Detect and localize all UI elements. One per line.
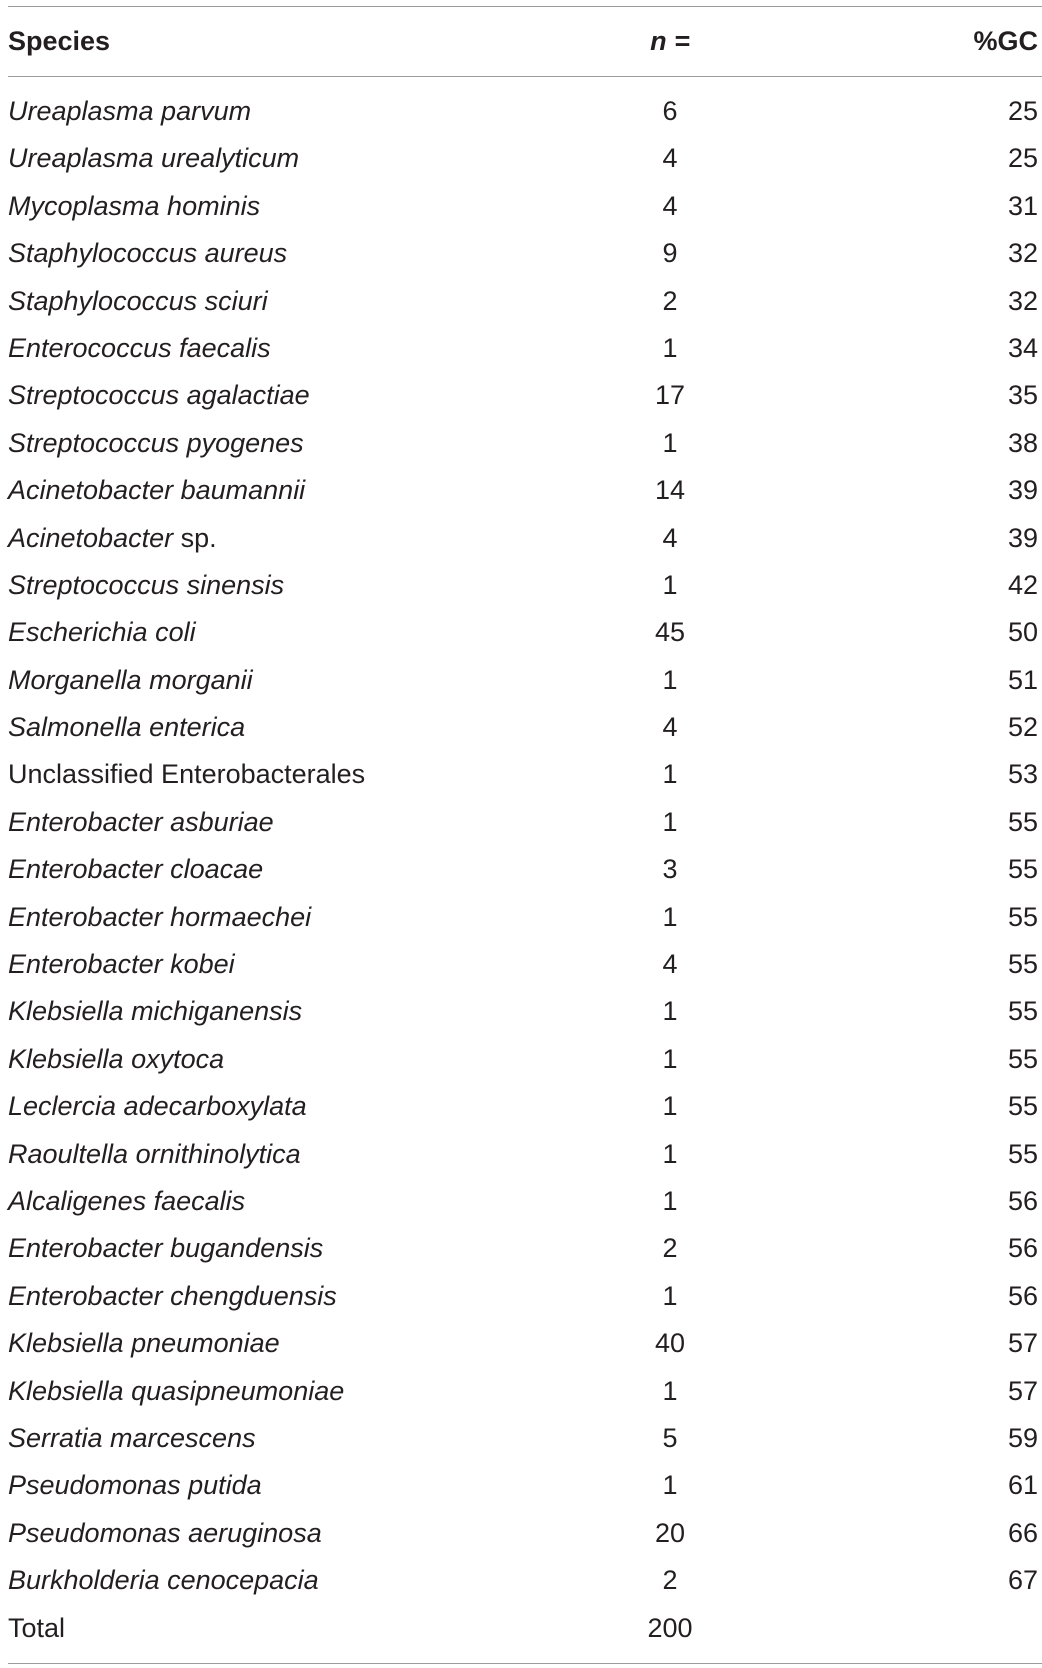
species-name: Enterobacter chengduensis [8, 1280, 337, 1311]
species-cell [8, 1225, 323, 1272]
species-name: Burkholderia cenocepacia [8, 1565, 319, 1596]
table-row [0, 609, 1042, 656]
species-name: Alcaligenes faecalis [8, 1185, 246, 1216]
gc-cell: 56 [1007, 1233, 1038, 1264]
species-cell [8, 1273, 337, 1320]
table-row [0, 467, 1042, 514]
table-row [0, 704, 1042, 751]
gc-cell: 61 [1007, 1470, 1038, 1501]
species-name: Pseudomonas aeruginosa [8, 1517, 322, 1548]
gc-cell: 25 [1007, 143, 1038, 174]
species-name: Acinetobacter baumannii [8, 475, 306, 506]
species-name: Pseudomonas putida [8, 1470, 262, 1501]
species-name: Enterobacter asburiae [8, 806, 274, 837]
species-cell [8, 1462, 262, 1509]
table-row [0, 988, 1042, 1035]
species-name: Enterobacter bugandensis [8, 1233, 324, 1264]
table-row [0, 1557, 1042, 1604]
species-cell [8, 372, 310, 419]
table-row [0, 894, 1042, 941]
count-cell: 200 [647, 1612, 693, 1643]
table-row [0, 230, 1042, 277]
gc-cell: 39 [1007, 475, 1038, 506]
gc-cell: 56 [1007, 1280, 1038, 1311]
table-row [0, 1225, 1042, 1272]
table-row [0, 88, 1042, 135]
table-bottom-rule [8, 1663, 1042, 1664]
table-row [0, 325, 1042, 372]
species-suffix: sp. [173, 522, 217, 553]
species-name: Klebsiella quasipneumoniae [8, 1375, 345, 1406]
species-cell [8, 988, 302, 1035]
species-cell [8, 1320, 280, 1367]
species-name: Morganella morganii [8, 664, 253, 695]
table-row [0, 1368, 1042, 1415]
species-name: Mycoplasma hominis [8, 190, 261, 221]
species-cell [8, 420, 304, 467]
species-name: Enterococcus faecalis [8, 332, 271, 363]
count-cell: 1 [662, 806, 678, 837]
table-row [0, 1131, 1042, 1178]
gc-cell: 59 [1007, 1422, 1038, 1453]
count-cell: 45 [654, 617, 686, 648]
gc-cell: 31 [1007, 190, 1038, 221]
count-cell: 4 [662, 190, 678, 221]
species-name: Klebsiella pneumoniae [8, 1328, 280, 1359]
count-cell: 1 [662, 901, 678, 932]
species-cell [8, 1131, 301, 1178]
count-cell: 1 [662, 1185, 678, 1216]
count-cell: 6 [662, 96, 678, 126]
header-n: n = [650, 26, 690, 56]
count-cell: 17 [654, 380, 686, 411]
count-cell: 4 [662, 712, 678, 743]
species-cell [8, 1036, 224, 1083]
species-name: Staphylococcus aureus [8, 238, 288, 269]
table-row [0, 278, 1042, 325]
gc-cell: 55 [1007, 996, 1038, 1027]
species-cell [8, 941, 235, 988]
gc-cell: 25 [1007, 96, 1038, 126]
gc-cell: 53 [1007, 759, 1038, 790]
gc-cell: 38 [1007, 427, 1038, 458]
gc-cell: 42 [1007, 569, 1038, 600]
table-body [0, 88, 1042, 1652]
table-row [0, 941, 1042, 988]
species-name: Unclassified Enterobacterales [8, 759, 366, 790]
header-species: Species [8, 26, 111, 56]
species-cell [8, 657, 253, 704]
species-name: Klebsiella michiganensis [8, 996, 303, 1027]
count-cell: 4 [662, 949, 678, 980]
species-name: Escherichia coli [8, 617, 196, 648]
count-cell: 3 [662, 854, 678, 885]
table-row [0, 1083, 1042, 1130]
header-gc: %GC [973, 26, 1038, 56]
gc-cell: 57 [1007, 1375, 1038, 1406]
species-cell [8, 562, 284, 609]
gc-cell: 35 [1007, 380, 1038, 411]
table-row [0, 1462, 1042, 1509]
count-cell: 1 [662, 427, 678, 458]
count-cell: 1 [662, 1470, 678, 1501]
table-row [0, 1036, 1042, 1083]
count-cell: 2 [662, 1233, 678, 1264]
gc-cell: 55 [1007, 1091, 1038, 1122]
count-cell: 14 [654, 475, 686, 506]
gc-cell: 55 [1007, 1138, 1038, 1169]
species-name: Enterobacter cloacae [8, 854, 264, 885]
table-row [0, 1510, 1042, 1557]
count-cell: 1 [662, 1043, 678, 1074]
species-name: Acinetobacter [8, 522, 174, 553]
gc-cell: 56 [1007, 1185, 1038, 1216]
species-name: Streptococcus agalactiae [8, 380, 310, 411]
species-cell [8, 88, 251, 135]
gc-cell: 32 [1007, 238, 1038, 269]
table-header-rule [8, 76, 1042, 77]
count-cell: 4 [662, 143, 678, 174]
table-header-row [0, 6, 1042, 76]
table-row [0, 515, 1042, 562]
species-name: Klebsiella oxytoca [8, 1043, 225, 1074]
species-name: Ureaplasma urealyticum [8, 143, 300, 174]
gc-cell: 55 [1007, 1043, 1038, 1074]
species-cell [8, 1510, 322, 1557]
species-cell [8, 609, 196, 656]
species-cell [8, 799, 274, 846]
table-row [0, 372, 1042, 419]
gc-cell: 55 [1007, 901, 1038, 932]
species-name: Streptococcus sinensis [8, 569, 285, 600]
count-cell: 5 [662, 1422, 678, 1453]
gc-cell: 39 [1007, 522, 1038, 553]
count-cell: 1 [662, 759, 678, 790]
species-cell [8, 704, 245, 751]
gc-cell: 50 [1007, 617, 1038, 648]
species-cell [8, 894, 311, 941]
count-cell: 1 [662, 569, 678, 600]
count-cell: 1 [662, 332, 678, 363]
species-name: Leclercia adecarboxylata [8, 1091, 307, 1122]
table-row [0, 1415, 1042, 1462]
table-row [0, 751, 1042, 798]
species-name: Streptococcus pyogenes [8, 427, 304, 458]
table-row [0, 846, 1042, 893]
table-row [0, 183, 1042, 230]
species-cell [8, 1605, 65, 1652]
species-cell [8, 751, 365, 798]
gc-cell: 67 [1007, 1565, 1038, 1596]
species-name: Ureaplasma parvum [8, 96, 252, 126]
table-row [0, 799, 1042, 846]
table-row [0, 562, 1042, 609]
species-cell [8, 467, 305, 514]
species-cell [8, 1415, 256, 1462]
species-cell [8, 183, 260, 230]
count-cell: 1 [662, 1138, 678, 1169]
species-cell [8, 1178, 245, 1225]
species-cell [8, 278, 268, 325]
gc-cell: 66 [1007, 1517, 1038, 1548]
species-name: Total [8, 1612, 66, 1643]
table-row [0, 657, 1042, 704]
gc-cell: 57 [1007, 1328, 1038, 1359]
count-cell: 2 [662, 285, 678, 316]
gc-cell: 34 [1007, 332, 1038, 363]
table-row [0, 1320, 1042, 1367]
species-cell [8, 515, 217, 562]
table-row [0, 1273, 1042, 1320]
species-name: Serratia marcescens [8, 1422, 256, 1453]
species-name: Enterobacter hormaechei [8, 901, 312, 932]
table-row [0, 135, 1042, 182]
table-row [0, 420, 1042, 467]
species-cell [8, 135, 299, 182]
species-cell [8, 846, 263, 893]
count-cell: 1 [662, 664, 678, 695]
species-name: Raoultella ornithinolytica [8, 1138, 301, 1169]
species-cell [8, 1368, 344, 1415]
gc-cell: 55 [1007, 854, 1038, 885]
gc-cell: 32 [1007, 285, 1038, 316]
count-cell: 1 [662, 996, 678, 1027]
species-name: Salmonella enterica [8, 712, 246, 743]
table-total-row [0, 1605, 1042, 1652]
count-cell: 20 [654, 1517, 686, 1548]
species-cell [8, 1557, 319, 1604]
species-cell [8, 230, 287, 277]
species-name: Enterobacter kobei [8, 949, 235, 980]
gc-cell: 55 [1007, 806, 1038, 837]
count-cell: 2 [662, 1565, 678, 1596]
gc-cell: 51 [1007, 664, 1038, 695]
count-cell: 1 [662, 1091, 678, 1122]
species-cell [8, 1083, 307, 1130]
table-row [0, 1178, 1042, 1225]
count-cell: 1 [662, 1280, 678, 1311]
count-cell: 4 [662, 522, 678, 553]
species-name: Staphylococcus sciuri [8, 285, 268, 316]
gc-cell: 55 [1007, 949, 1038, 980]
count-cell: 1 [662, 1375, 678, 1406]
species-cell [8, 325, 271, 372]
count-cell: 9 [662, 238, 678, 269]
count-cell: 40 [654, 1328, 686, 1359]
gc-cell: 52 [1007, 712, 1038, 743]
